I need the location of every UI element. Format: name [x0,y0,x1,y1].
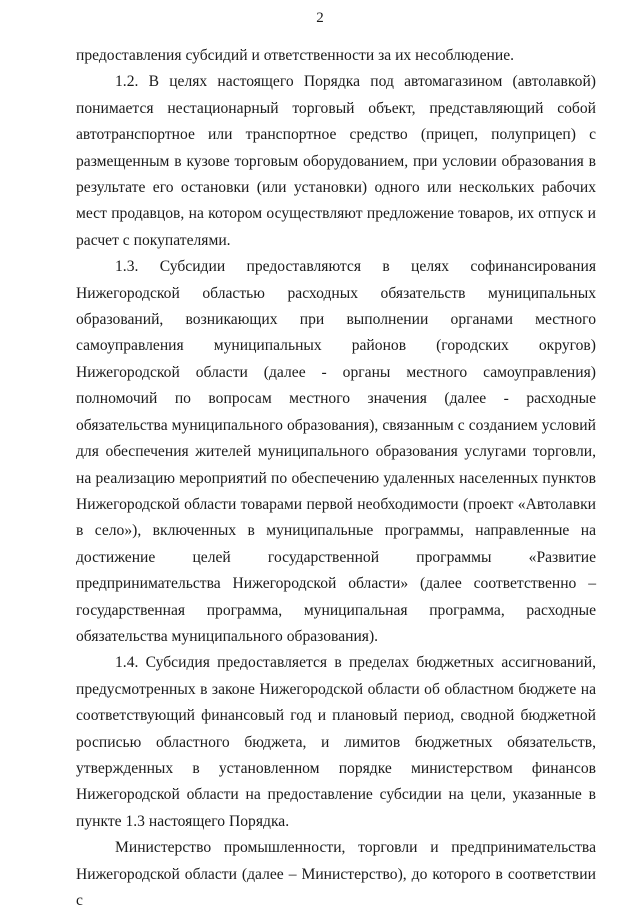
page-number: 2 [316,10,324,26]
paragraph-1-3: 1.3. Субсидии предоставляются в целях софинансирования Нижегородской областью расходных обязательств муниципальных образований, возникающих при выполнении органами местного самоуправления муниципальных районов (городских округов) Нижегородской области (далее - органы местного самоуправления) полномочий по вопросам местного значения (далее - расходные обязательства муниципального образования), связанным с созданием условий для обеспечения жителей муниципального образования услугами торговли, на реализацию мероприятий по обеспечению удаленных населенных пунктов Нижегородской области товарами первой необходимости (проект «Автолавки в село»), включенных в муниципальные программы, направленные на достижение целей государственной программы «Развитие предпринимательства Нижегородской области» (далее соответственно – государственная программа, муниципальная программа, расходные обязательства муниципального образования). [76,258,596,645]
document-body [76,43,596,914]
paragraph-continuation: предоставления субсидий и ответственности за их несоблюдение. [76,47,515,64]
paragraph-ministry: Министерство промышленности, торговли и предпринимательства Нижегородской области (далее – Министерство), до которого в соответствии с [76,839,596,909]
paragraph-1-4: 1.4. Субсидия предоставляется в пределах бюджетных ассигнований, предусмотренных в законе Нижегородской области об областном бюджете на соответствующий финансовый год и плановый период, сводной бюджетной росписью областного бюджета, и лимитов бюджетных обязательств, утвержденных в установленном порядке министерством финансов Нижегородской области на предоставление субсидии на цели, указанные в пункте 1.3 настоящего Порядка. [76,654,596,830]
paragraph-1-2: 1.2. В целях настоящего Порядка под автомагазином (автолавкой) понимается нестационарный торговый объект, представляющий собой автотранспортное или транспортное средство (прицеп, полуприцеп) с размещенным в кузове торговым оборудованием, при условии образования в результате его остановки (или установки) одного или нескольких рабочих мест продавцов, на котором осуществляют предложение товаров, их отпуск и расчет с покупателями. [76,73,596,249]
